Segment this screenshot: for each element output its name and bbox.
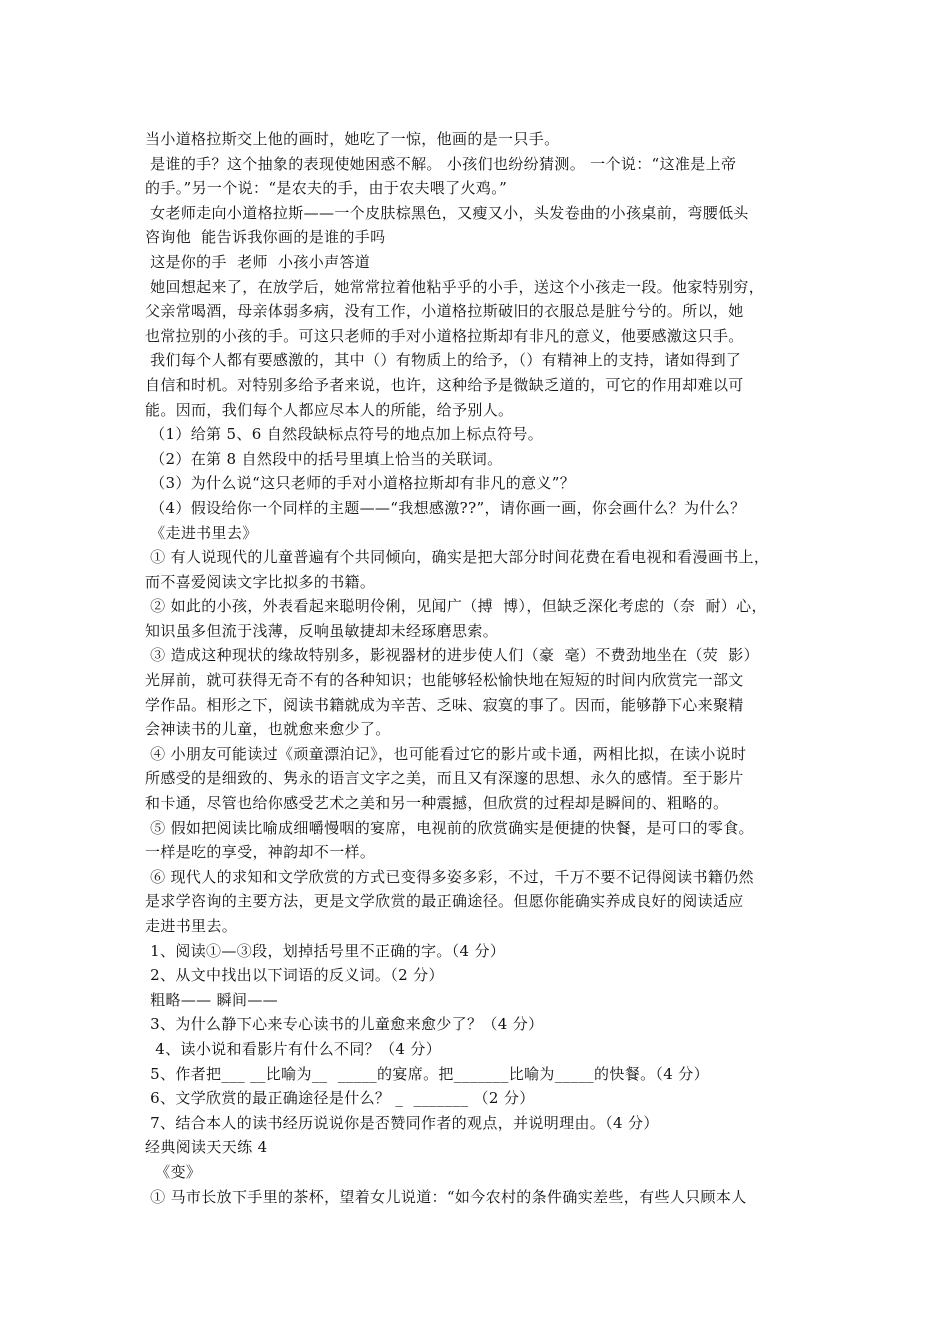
text-line: 《走进书里去》: [145, 523, 258, 542]
text-line: ⑤ 假如把阅读比喻成细嚼慢咽的宴席，电视前的欣赏确实是便捷的快餐，是可口的零食。: [145, 818, 754, 837]
text-line: 咨询他 能告诉我你画的是谁的手吗: [145, 228, 386, 247]
text-line: 我们每个人都有要感激的，其中（）有物质上的给予，（）有精神上的支持，诸如得到了: [145, 351, 742, 370]
text-line: （2）在第 8 自然段中的括号里填上恰当的关联词。: [145, 449, 503, 468]
text-line: 光屏前，就可获得无奇不有的各种知识；也能够轻松愉快地在短短的时间内欣赏完一部文: [145, 671, 744, 690]
text-line: 自信和时机。对特别多给予者来说，也许，这种给予是微缺乏道的，可它的作用却难以可: [145, 375, 744, 394]
text-line: 而不喜爱阅读文字比拟多的书籍。: [145, 572, 376, 591]
text-line: 6、文学欣赏的最正确途径是什么？ _ _______ （2 分）: [145, 1089, 535, 1108]
text-line: 当小道格拉斯交上他的画时，她吃了一惊，他画的是一只手。: [145, 130, 560, 148]
text-line: ③ 造成这种现状的缘故特别多，影视器材的进步使人们（豪 毫）不费劲地坐在（荧 影）: [145, 646, 760, 665]
text-line: 1、阅读①—③段，划掉括号里不正确的字。（4 分）: [145, 941, 506, 960]
text-line: 所感受的是细致的、隽永的语言文字之美，而且又有深邃的思想、永久的感情。至于影片: [145, 769, 744, 788]
text-line: ⑥ 现代人的求知和文学欣赏的方式已变得多姿多彩，不过，千万不要不记得阅读书籍仍然: [145, 867, 754, 886]
text-line: （1）给第 5、6 自然段缺标点符号的地点加上标点符号。: [145, 425, 544, 444]
text-line: 4、读小说和看影片有什么不同？（4 分）: [145, 1039, 442, 1058]
text-line: （3）为什么说“这只老师的手对小道格拉斯却有非凡的意义”？: [145, 474, 576, 493]
text-line: 知识虽多但流于浅薄，反响虽敏捷却未经琢磨思索。: [145, 621, 499, 640]
text-line: 她回想起来了，在放学后，她常常拉着他粘乎乎的小手，送这个小孩走一段。他家特别穷，: [145, 277, 765, 296]
text-line: 和卡通，尽管也给你感受艺术之美和另一种震撼，但欣赏的过程却是瞬间的、粗略的。: [145, 794, 729, 813]
text-line: 这是你的手 老师 小孩小声答道: [145, 252, 371, 271]
text-line: 走进书里去。: [145, 917, 238, 935]
text-line: 5、作者把___ __比喻为__ _____的宴席。把_______比喻为_____的快餐。（4 分）: [145, 1064, 709, 1083]
text-line: ② 如此的小孩，外表看起来聪明伶俐，见闻广（搏 博），但缺乏深化考虑的（奈 耐）心，: [145, 597, 767, 616]
text-line: 会神读书的儿童，也就愈来愈少了。: [145, 720, 391, 739]
text-line: （4）假设给你一个同样的主题——“我想感激??”，请你画一画，你会画什么？为什么？: [145, 498, 746, 517]
document-page: [145, 127, 815, 1209]
text-line: 粗略—— 瞬间——: [145, 990, 279, 1009]
text-line: 7、结合本人的读书经历说说你是否赞同作者的观点，并说明理由。（4 分）: [145, 1113, 659, 1132]
text-line: 学作品。相形之下，阅读书籍就成为辛苦、乏味、寂寞的事了。因而，能够静下心来聚精: [145, 695, 744, 714]
text-line: 2、从文中找出以下词语的反义词。（2 分）: [145, 966, 444, 985]
text-line: 经典阅读天天练 4: [145, 1138, 268, 1157]
text-line: ① 有人说现代的儿童普遍有个共同倾向，确实是把大部分时间花费在看电视和看漫画书上，: [145, 548, 770, 567]
text-line: ④ 小朋友可能读过《顽童漂泊记》，也可能看过它的影片或卡通，两相比拟，在读小说时: [145, 744, 747, 763]
text-line: ① 马市长放下手里的茶杯，望着女儿说道：“如今农村的条件确实差些，有些人只顾本人: [145, 1187, 747, 1206]
text-line: 是求学咨询的主要方法，更是文学欣赏的最正确途径。但愿你能确实养成良好的阅读适应: [145, 892, 744, 911]
text-line: 《变》: [145, 1162, 202, 1181]
text-line: 的手。”另一个说：“是农夫的手，由于农夫喂了火鸡。”: [145, 179, 508, 198]
text-line: 3、为什么静下心来专心读书的儿童愈来愈少了？（4 分）: [145, 1015, 544, 1034]
text-line: 也常拉别的小孩的手。可这只老师的手对小道格拉斯却有非凡的意义，他要感激这只手。: [145, 326, 744, 345]
text-line: 父亲常喝酒，母亲体弱多病，没有工作，小道格拉斯破旧的衣服总是脏兮兮的。所以，她: [145, 302, 744, 321]
text-line: 女老师走向小道格拉斯——一个皮肤棕黑色，又瘦又小，头发卷曲的小孩桌前，弯腰低头: [145, 203, 749, 222]
text-line: 是谁的手？这个抽象的表现使她困惑不解。 小孩们也纷纷猜测。 一个说：“这准是上帝: [145, 154, 737, 173]
text-line: 能。因而，我们每个人都应尽本人的所能，给予别人。: [145, 400, 514, 419]
text-line: 一样是吃的享受，神韵却不一样。: [145, 843, 376, 862]
